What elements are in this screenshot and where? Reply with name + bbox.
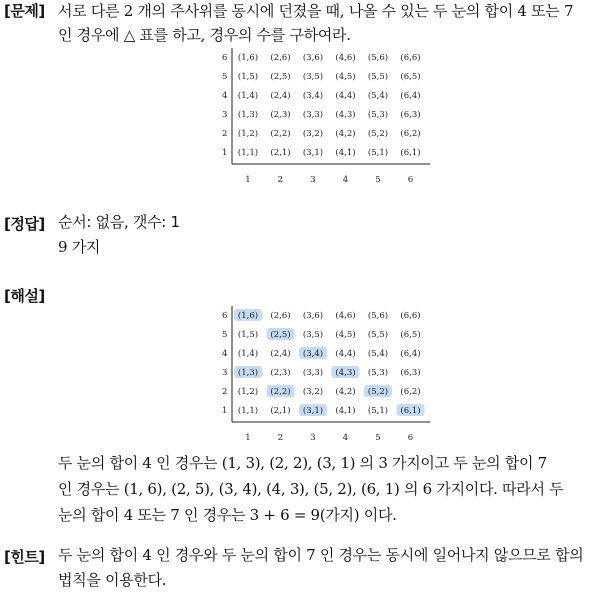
outcome-cell: (3,2)	[302, 129, 324, 139]
outcome-cell: (4,5)	[335, 330, 356, 340]
outcome-cell: (6,2)	[400, 387, 421, 397]
outcome-cell: (6,3)	[400, 368, 421, 378]
outcome-cell: (5,1)	[367, 148, 389, 158]
hint-line-1: 두 눈의 합이 4 인 경우와 두 눈의 합이 7 인 경우는 동시에 일어나지 않으므로 합의	[58, 546, 584, 564]
column-label: 5	[375, 175, 381, 185]
column-label: 1	[245, 433, 251, 443]
outcome-cell: (6,4)	[400, 349, 421, 359]
dice-outcome-table-highlighted	[218, 304, 448, 443]
outcome-cell: (4,3)	[335, 110, 356, 120]
outcome-cell: (1,6)	[237, 53, 259, 63]
outcome-cell: (5,2)	[367, 387, 389, 397]
column-label: 4	[342, 433, 349, 443]
row-label: 6	[222, 311, 228, 321]
outcome-cell: (3,4)	[302, 349, 324, 359]
outcome-cell: (2,5)	[270, 72, 291, 82]
outcome-cell: (1,4)	[237, 349, 259, 359]
outcome-cell: (4,4)	[335, 349, 356, 359]
outcome-cell: (1,1)	[237, 148, 259, 158]
outcome-cell: (6,6)	[400, 311, 421, 321]
row-label: 2	[222, 387, 228, 397]
explanation-line-1: 두 눈의 합이 4 인 경우는 (1, 3), (2, 2), (3, 1) 의 3 가지이고 두 눈의 합이 7	[58, 454, 547, 472]
outcome-cell: (2,5)	[270, 330, 291, 340]
hint-line-2: 법칙을 이용한다.	[58, 571, 167, 589]
outcome-cell: (4,1)	[335, 148, 356, 158]
outcome-cell: (4,3)	[335, 368, 356, 378]
outcome-cell: (1,4)	[237, 91, 259, 101]
outcome-cell: (3,6)	[302, 53, 324, 63]
column-label: 4	[342, 175, 349, 185]
outcome-cell: (1,6)	[237, 311, 259, 321]
outcome-cell: (5,5)	[367, 330, 389, 340]
outcome-cell: (5,3)	[367, 368, 389, 378]
outcome-cell: (1,2)	[237, 129, 259, 139]
outcome-cell: (4,2)	[335, 129, 356, 139]
outcome-cell: (1,3)	[237, 368, 259, 378]
outcome-cell: (4,5)	[335, 72, 356, 82]
outcome-cell: (2,6)	[270, 311, 291, 321]
column-label: 2	[277, 175, 284, 185]
problem-line-1: 서로 다른 2 개의 주사위를 동시에 던졌을 때, 나올 수 있는 두 눈의 합이 4 또는 7	[58, 2, 574, 20]
outcome-cell: (2,3)	[270, 368, 291, 378]
row-label: 6	[222, 53, 228, 63]
outcome-cell: (2,6)	[270, 53, 291, 63]
outcome-cell: (3,5)	[302, 330, 324, 340]
outcome-cell: (1,5)	[237, 72, 259, 82]
outcome-cell: (5,2)	[367, 129, 389, 139]
row-label: 4	[222, 91, 228, 101]
problem-line-2: 인 경우에 △ 표를 하고, 경우의 수를 구하여라.	[58, 26, 351, 44]
outcome-cell: (6,5)	[400, 330, 421, 340]
row-label: 3	[222, 110, 228, 120]
outcome-cell: (5,4)	[367, 349, 389, 359]
row-label: 2	[222, 129, 228, 139]
outcome-cell: (6,4)	[400, 91, 421, 101]
explanation-line-3: 눈의 합이 4 또는 7 인 경우는 3 + 6 = 9(가지) 이다.	[58, 506, 397, 524]
column-label: 3	[310, 433, 316, 443]
outcome-cell: (2,3)	[270, 110, 291, 120]
outcome-cell: (5,5)	[367, 72, 389, 82]
column-label: 2	[277, 433, 284, 443]
outcome-cell: (2,1)	[270, 148, 291, 158]
row-label: 4	[222, 349, 228, 359]
outcome-cell: (6,1)	[400, 406, 421, 416]
outcome-cell: (1,5)	[237, 330, 259, 340]
hint-tag: [힌트]	[4, 548, 45, 566]
column-label: 6	[407, 175, 414, 185]
outcome-cell: (3,4)	[302, 91, 324, 101]
outcome-cell: (6,1)	[400, 148, 421, 158]
answer-line-2: 9 가지	[58, 238, 101, 256]
outcome-cell: (3,3)	[302, 368, 324, 378]
column-label: 6	[407, 433, 414, 443]
row-label: 3	[222, 368, 228, 378]
outcome-cell: (4,6)	[335, 311, 356, 321]
outcome-cell: (3,6)	[302, 311, 324, 321]
row-label: 5	[222, 72, 228, 82]
answer-line-1: 순서: 없음, 갯수: 1	[58, 213, 180, 231]
outcome-cell: (4,6)	[335, 53, 356, 63]
outcome-cell: (2,1)	[270, 406, 291, 416]
explanation-tag: [해설]	[4, 287, 45, 305]
outcome-cell: (5,1)	[367, 406, 389, 416]
outcome-cell: (4,2)	[335, 387, 356, 397]
row-label: 1	[222, 148, 228, 158]
explanation-line-2: 인 경우는 (1, 6), (2, 5), (3, 4), (4, 3), (5, 2), (6, 1) 의 6 가지이다. 따라서 두	[58, 480, 564, 498]
dice-outcome-table	[218, 46, 448, 185]
outcome-cell: (2,2)	[270, 387, 291, 397]
column-label: 5	[375, 433, 381, 443]
outcome-cell: (5,6)	[367, 53, 389, 63]
row-label: 5	[222, 330, 228, 340]
outcome-cell: (3,3)	[302, 110, 324, 120]
outcome-cell: (3,1)	[302, 148, 324, 158]
outcome-cell: (3,1)	[302, 406, 324, 416]
outcome-cell: (1,2)	[237, 387, 259, 397]
outcome-cell: (2,4)	[270, 349, 291, 359]
outcome-cell: (5,6)	[367, 311, 389, 321]
outcome-cell: (6,5)	[400, 72, 421, 82]
outcome-cell: (4,1)	[335, 406, 356, 416]
row-label: 1	[222, 406, 228, 416]
column-label: 3	[310, 175, 316, 185]
outcome-cell: (5,4)	[367, 91, 389, 101]
answer-tag: [정답]	[4, 215, 45, 233]
outcome-cell: (2,4)	[270, 91, 291, 101]
outcome-cell: (1,1)	[237, 406, 259, 416]
column-label: 1	[245, 175, 251, 185]
outcome-cell: (6,3)	[400, 110, 421, 120]
outcome-cell: (1,3)	[237, 110, 259, 120]
outcome-cell: (5,3)	[367, 110, 389, 120]
problem-tag: [문제]	[4, 2, 45, 20]
outcome-cell: (6,2)	[400, 129, 421, 139]
outcome-cell: (4,4)	[335, 91, 356, 101]
outcome-cell: (2,2)	[270, 129, 291, 139]
outcome-cell: (3,5)	[302, 72, 324, 82]
outcome-cell: (6,6)	[400, 53, 421, 63]
outcome-cell: (3,2)	[302, 387, 324, 397]
